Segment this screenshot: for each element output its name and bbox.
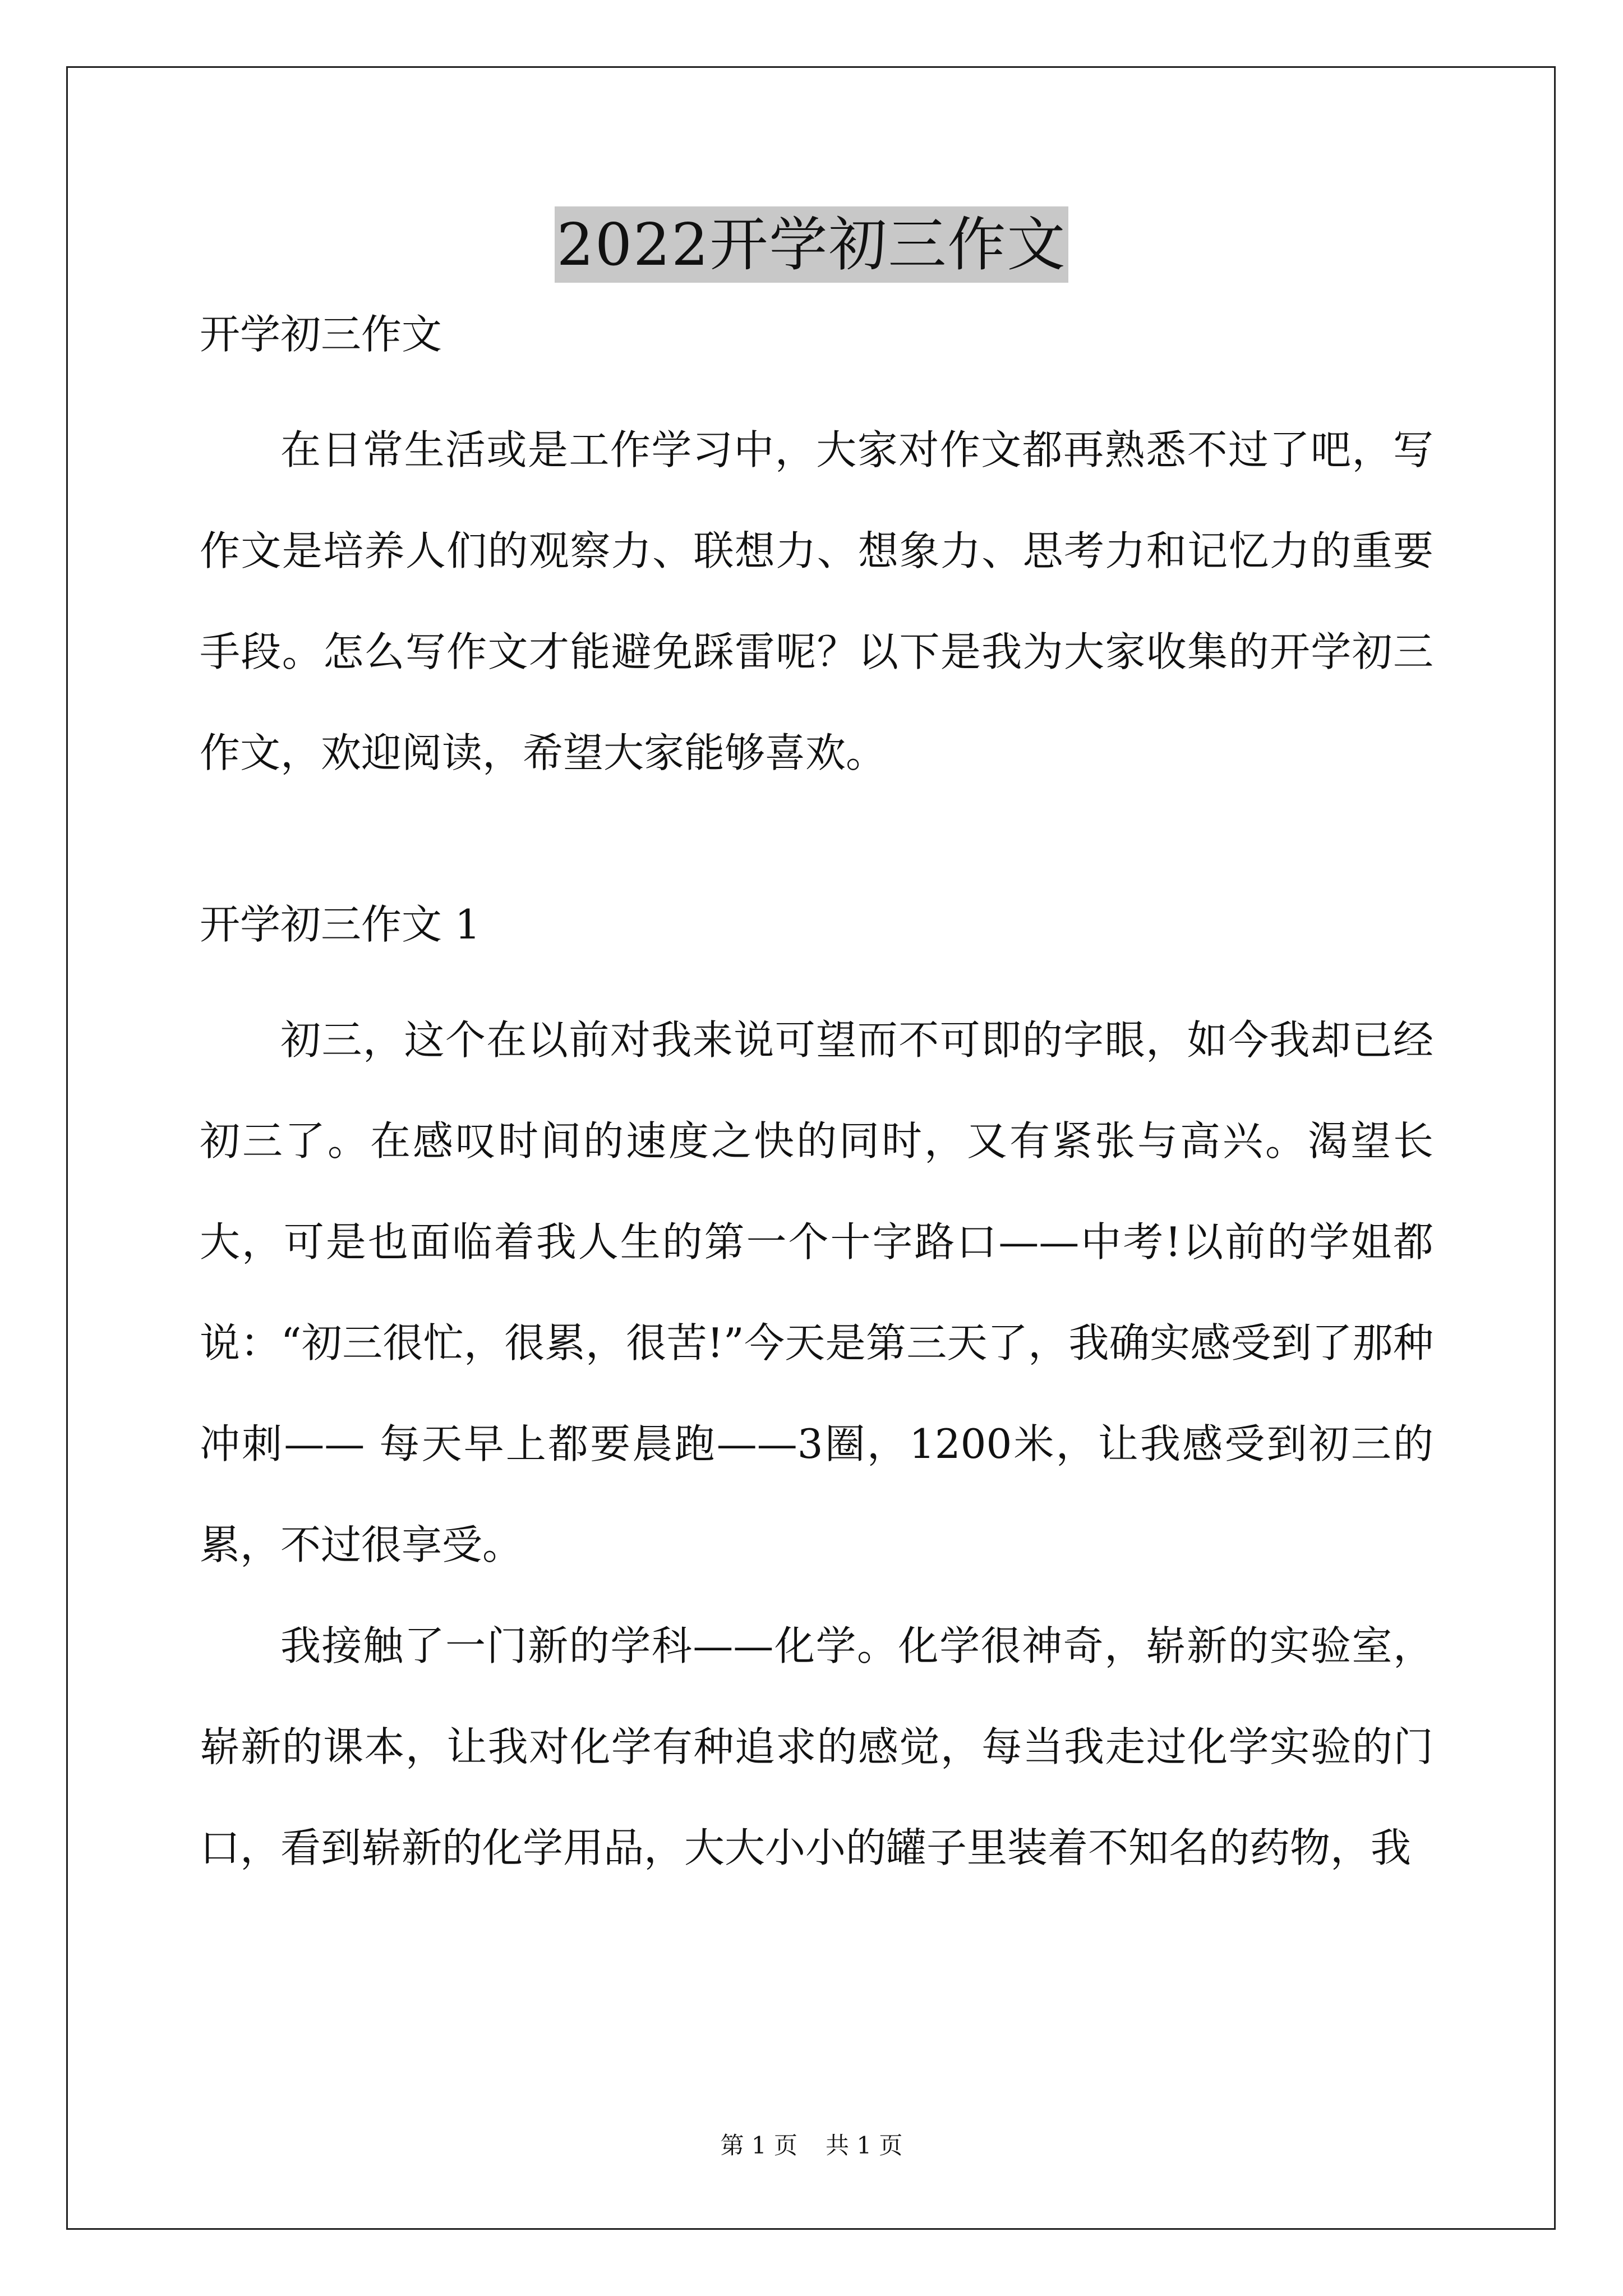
document-title: 2022开学初三作文 (555, 206, 1069, 283)
essay-1-paragraph-2: 我接触了一门新的学科——化学。化学很神奇，崭新的实验室，崭新的课本，让我对化学有种追求的感觉，每当我走过化学实验的门口，看到崭新的化学用品，大大小小的罐子里装着不知名的药物，我 (200, 1622, 1433, 1871)
essay-1-paragraph-1: 初三，这个在以前对我来说可望而不可即的字眼，如今我却已经初三了。在感叹时间的速度之快的同时，又有紧张与高兴。渴望长大，可是也面临着我人生的第一个十字路口——中考!以前的学姐都说：“初三很忙，很累，很苦!”今天是第三天了，我确实感受到了那种冲刺—— 每天早上都要晨跑——3圈，1200米，让我感受到初三的累，不过很享受。 (200, 1016, 1433, 1568)
page-footer (0, 2132, 1623, 2160)
title-container (0, 206, 1623, 283)
document-body (200, 311, 1433, 1898)
intro-heading: 开学初三作文 (200, 311, 442, 358)
page-number-total: 共 1 页 (826, 2132, 903, 2159)
intro-paragraph: 在日常生活或是工作学习中，大家对作文都再熟悉不过了吧，写作文是培养人们的观察力、联想力、想象力、思考力和记忆力的重要手段。怎么写作文才能避免踩雷呢？以下是我为大家收集的开学初三作文，欢迎阅读，希望大家能够喜欢。 (200, 426, 1433, 776)
page-number-current: 第 1 页 (720, 2132, 797, 2159)
essay-1-heading: 开学初三作文 1 (200, 901, 481, 948)
